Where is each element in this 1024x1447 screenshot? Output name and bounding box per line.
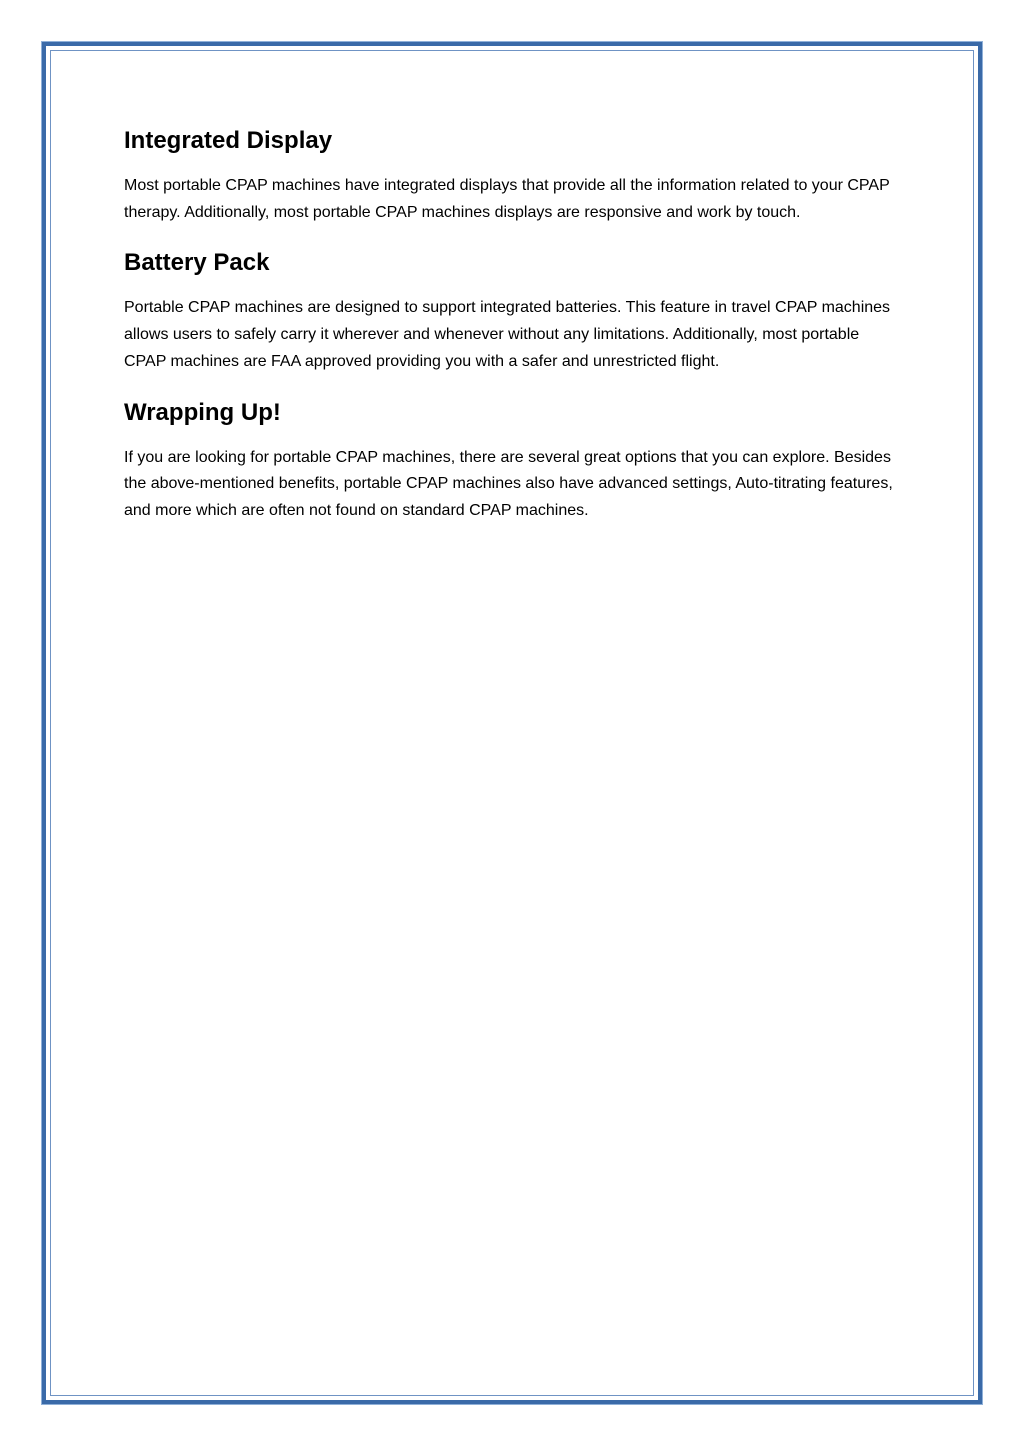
section-heading: Integrated Display xyxy=(124,127,333,154)
section-wrapping-up xyxy=(124,396,904,525)
section-heading: Wrapping Up! xyxy=(124,398,281,426)
document-content xyxy=(124,124,904,545)
section-heading: Battery Pack xyxy=(124,249,270,277)
section-paragraph: Portable CPAP machines are designed to support integrated batteries. This feature in travel CPAP machines allows users to safely carry it wherever and whenever without any limitations. Additionally, most portable CPAP machines are FAA approved providing you with a safer and unrestricted flight. xyxy=(124,299,891,370)
section-paragraph: Most portable CPAP machines have integrated displays that provide all the information related to your CPAP therapy. Additionally, most portable CPAP machines displays are responsive and work by touch. xyxy=(124,177,890,221)
section-paragraph: If you are looking for portable CPAP machines, there are several great options that you can explore. Besides the above-mentioned benefits, portable CPAP machines also have advanced settings, Auto-titrating features, and more which are often not found on standard CPAP machines. xyxy=(124,448,893,519)
section-integrated-display xyxy=(124,124,904,226)
section-battery-pack xyxy=(124,246,904,375)
